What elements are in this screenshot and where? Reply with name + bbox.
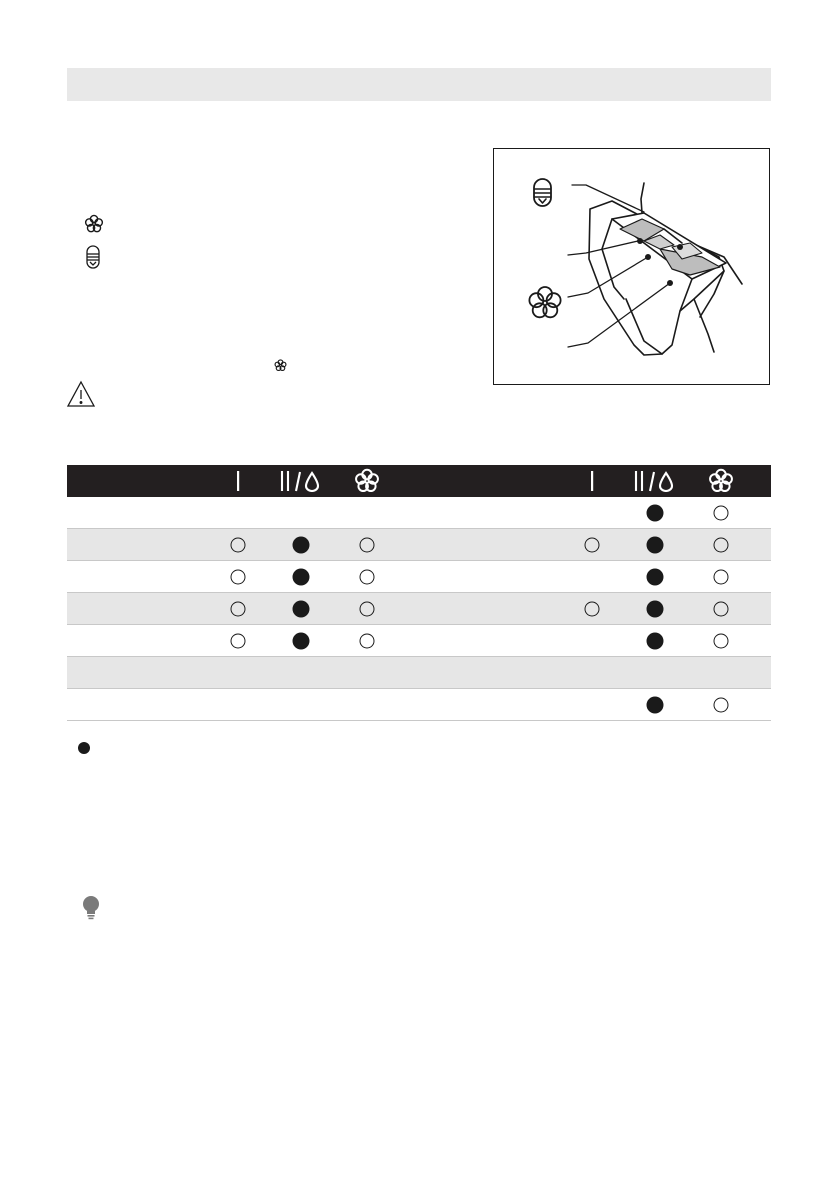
- filled-dot-main-wash-liquid: [647, 536, 664, 553]
- open-dot-softener: [360, 569, 375, 584]
- table-row: [67, 625, 429, 657]
- main-wash-column-icon: [627, 465, 683, 497]
- open-dot-softener: [714, 601, 729, 616]
- filled-dot-main-wash-liquid: [647, 504, 664, 521]
- lightbulb-icon: [81, 895, 101, 921]
- max-level-marker-icon: [86, 245, 100, 269]
- flower-icon: [353, 465, 381, 497]
- prewash-column-icon: [227, 465, 249, 497]
- table-row: [67, 561, 429, 593]
- table-body: [67, 497, 429, 721]
- open-dot-softener: [360, 601, 375, 616]
- table-row: [67, 657, 429, 689]
- open-dot-softener: [360, 633, 375, 648]
- open-dot-prewash: [231, 601, 246, 616]
- table-row: [67, 529, 429, 561]
- filled-dot-main-wash-liquid: [647, 696, 664, 713]
- table-row: [409, 497, 771, 529]
- table-row: [409, 529, 771, 561]
- main-wash-column-icon: [273, 465, 329, 497]
- table-row: [409, 625, 771, 657]
- open-dot-softener: [714, 569, 729, 584]
- warning-triangle-icon: [66, 380, 96, 408]
- program-table-left: [67, 465, 429, 721]
- filled-dot-main-wash-liquid: [293, 536, 310, 553]
- table-row: [409, 657, 771, 689]
- section-header-bar: [67, 68, 771, 101]
- program-table-right: [409, 465, 771, 721]
- open-dot-prewash: [231, 633, 246, 648]
- filled-dot-icon: [78, 742, 90, 754]
- dispenser-figure: [493, 148, 770, 385]
- table-header: [67, 465, 429, 497]
- table-row: [67, 497, 429, 529]
- open-dot-prewash: [231, 569, 246, 584]
- table-row: [409, 561, 771, 593]
- table-row: [67, 689, 429, 721]
- prewash-column-icon: [581, 465, 603, 497]
- filled-dot-main-wash-liquid: [293, 600, 310, 617]
- flower-icon: [707, 465, 735, 497]
- open-dot-softener: [714, 697, 729, 712]
- flower-icon: [84, 214, 104, 234]
- table-header: [409, 465, 771, 497]
- open-dot-softener: [714, 505, 729, 520]
- filled-dot-main-wash-liquid: [647, 568, 664, 585]
- table-body: [409, 497, 771, 721]
- table-row: [409, 689, 771, 721]
- open-dot-softener: [714, 537, 729, 552]
- filled-dot-main-wash-liquid: [293, 568, 310, 585]
- open-dot-prewash: [585, 537, 600, 552]
- table-row: [67, 593, 429, 625]
- open-dot-prewash: [231, 537, 246, 552]
- open-dot-softener: [360, 537, 375, 552]
- flower-icon: [274, 359, 287, 372]
- filled-dot-main-wash-liquid: [647, 600, 664, 617]
- filled-dot-main-wash-liquid: [293, 632, 310, 649]
- open-dot-softener: [714, 633, 729, 648]
- filled-dot-main-wash-liquid: [647, 632, 664, 649]
- open-dot-prewash: [585, 601, 600, 616]
- flower-icon: [529, 287, 560, 317]
- max-level-marker-icon: [534, 179, 551, 206]
- table-row: [409, 593, 771, 625]
